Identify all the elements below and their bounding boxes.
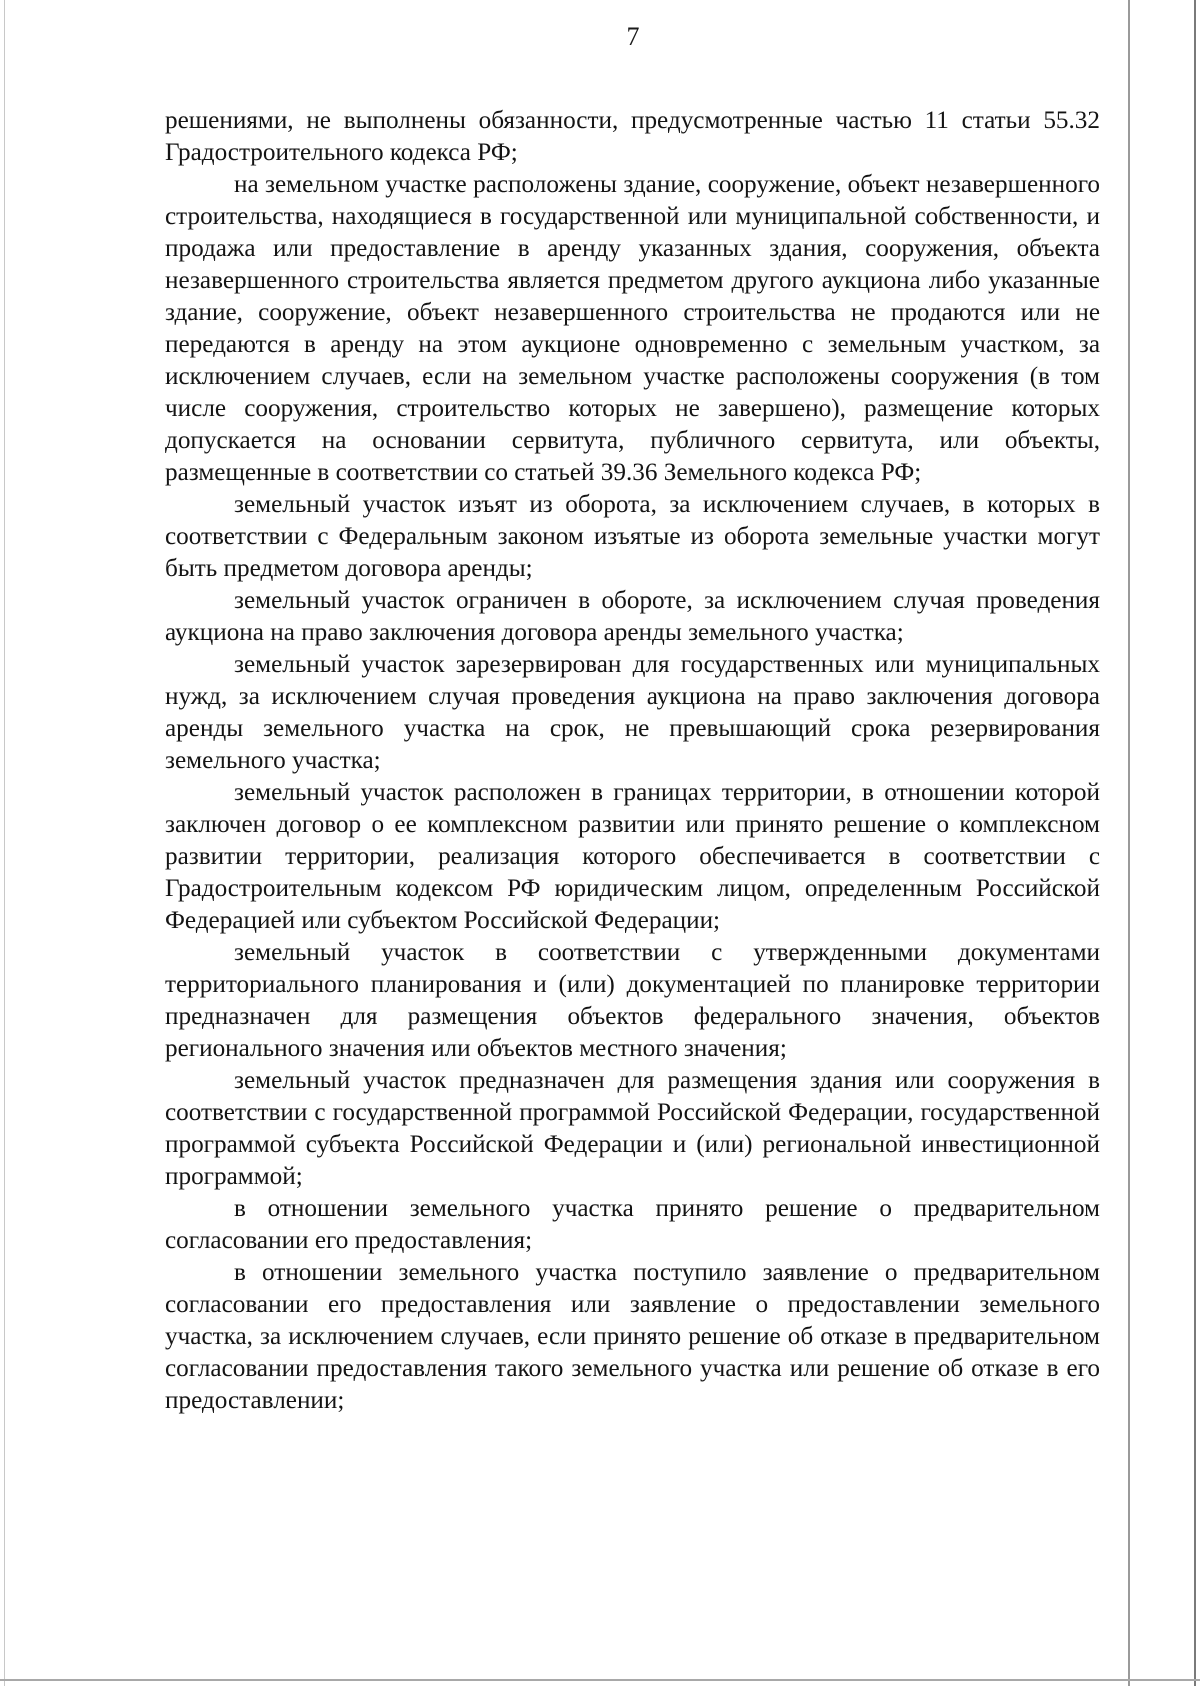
page-number: 7 [626, 22, 640, 51]
paragraph-reserved-for-needs: земельный участок зарезервирован для государственных или муниципальных нужд, за исключением случая проведения аукциона на право заключения договора аренды земельного участка на срок, не превышающий срока резервирования земельного участка; [165, 651, 1100, 774]
paragraph-preliminary-approval-decision: в отношении земельного участка принято решение о предварительном согласовании его предоставления; [165, 1195, 1100, 1254]
paragraph-restricted-circulation: земельный участок ограничен в обороте, за исключением случая проведения аукциона на право заключения договора аренды земельного участка; [165, 587, 1100, 646]
paragraph-withdrawn-from-circulation: земельный участок изъят из оборота, за исключением случаев, в которых в соответствии с Федеральным законом изъятые из оборота земельные участки могут быть предметом договора аренды; [165, 491, 1100, 582]
document-body [165, 105, 1100, 1417]
page-right-edge [1128, 0, 1130, 1686]
page-bottom-edge [0, 1679, 1200, 1681]
page-left-edge [4, 0, 5, 1686]
paragraph-territorial-planning: земельный участок в соответствии с утвержденными документами территориального планирования и (или) документацией по планировке территории предназначен для размещения объектов федерального значения, объектов регионального значения или объектов местного значения; [165, 939, 1100, 1062]
paragraph-pending-application: в отношении земельного участка поступило заявление о предварительном согласовании его предоставления или заявление о предоставлении земельного участка, за исключением случаев, если принято решение об отказе в предварительном согласовании предоставления такого земельного участка или решение об отказе в его предоставлении; [165, 1259, 1100, 1414]
paragraph-state-program: земельный участок предназначен для размещения здания или сооружения в соответствии с государственной программой Российской Федерации, государственной программой субъекта Российской Федерации и (или) региональной инвестиционной программой; [165, 1067, 1100, 1190]
paragraph-continuation: решениями, не выполнены обязанности, предусмотренные частью 11 статьи 55.32 Градостроительного кодекса РФ; [165, 107, 1100, 166]
paragraph-complex-development: земельный участок расположен в границах территории, в отношении которой заключен договор о ее комплексном развитии или принято решение о комплексном развитии территории, реализация которого обеспечивается в соответствии с Градостроительным кодексом РФ юридическим лицом, определенным Российской Федерацией или субъектом Российской Федерации; [165, 779, 1100, 934]
paragraph-building-on-plot: на земельном участке расположены здание, сооружение, объект незавершенного строительства, находящиеся в государственной или муниципальной собственности, и продажа или предоставление в аренду указанных здания, сооружения, объекта незавершенного строительства является предметом другого аукциона либо указанные здание, сооружение, объект незавершенного строительства не продаются или не передаются в аренду на этом аукционе одновременно с земельным участком, за исключением случаев, если на земельном участке расположены сооружения (в том числе сооружения, строительство которых не завершено), размещение которых допускается на основании сервитута, публичного сервитута, или объекты, размещенные в соответствии со статьей 39.36 Земельного кодекса РФ; [165, 171, 1100, 486]
scan-right-border [1194, 0, 1196, 1686]
